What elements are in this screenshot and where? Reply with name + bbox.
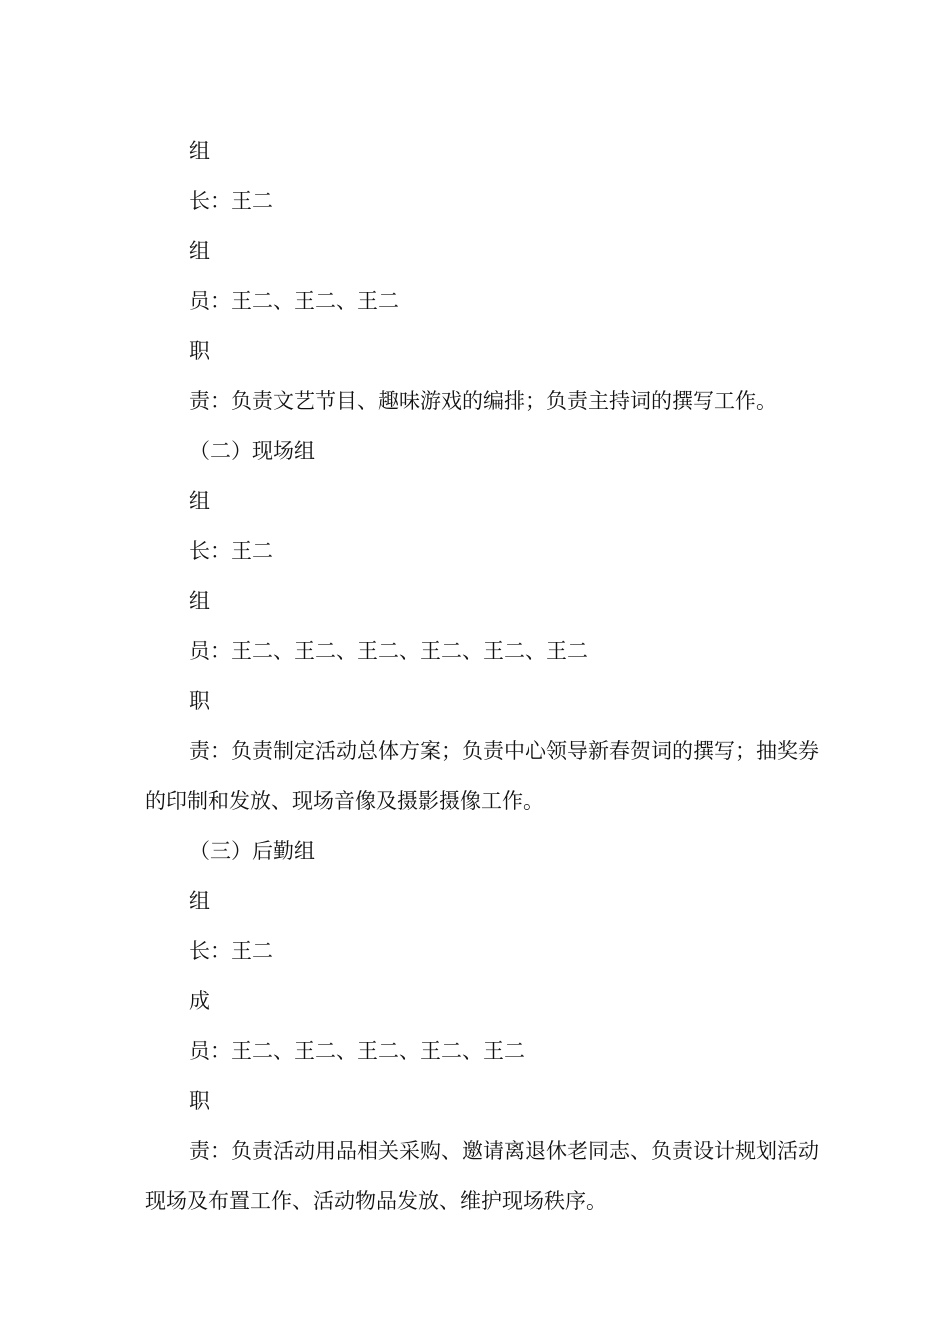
text-line: 员：王二、王二、王二、王二、王二、王二: [189, 639, 588, 663]
text-line: 职: [189, 1089, 210, 1113]
text-paragraph: 责：负责制定活动总体方案；负责中心领导新春贺词的撰写；抽奖券的印制和发放、现场音像及摄影摄像工作。: [145, 739, 819, 813]
text-line: 员：王二、王二、王二、王二、王二: [189, 1039, 525, 1063]
text-line: 职: [189, 339, 210, 363]
text-line: 组: [189, 139, 210, 163]
text-line: 职: [189, 689, 210, 713]
text-line: 组: [189, 489, 210, 513]
text-line: 长：王二: [189, 189, 273, 213]
text-paragraph: 责：负责活动用品相关采购、邀请离退休老同志、负责设计规划活动现场及布置工作、活动物品发放、维护现场秩序。: [145, 1139, 819, 1213]
section-heading: （二）现场组: [189, 439, 315, 463]
text-line: 长：王二: [189, 939, 273, 963]
text-line: 组: [189, 589, 210, 613]
text-line: 责：负责文艺节目、趣味游戏的编排；负责主持词的撰写工作。: [189, 389, 777, 413]
document-body: [145, 126, 825, 1226]
text-line: 长：王二: [189, 539, 273, 563]
text-line: 员：王二、王二、王二: [189, 289, 399, 313]
text-line: 成: [189, 989, 210, 1013]
text-line: 组: [189, 239, 210, 263]
text-line: 组: [189, 889, 210, 913]
section-heading: （三）后勤组: [189, 839, 315, 863]
